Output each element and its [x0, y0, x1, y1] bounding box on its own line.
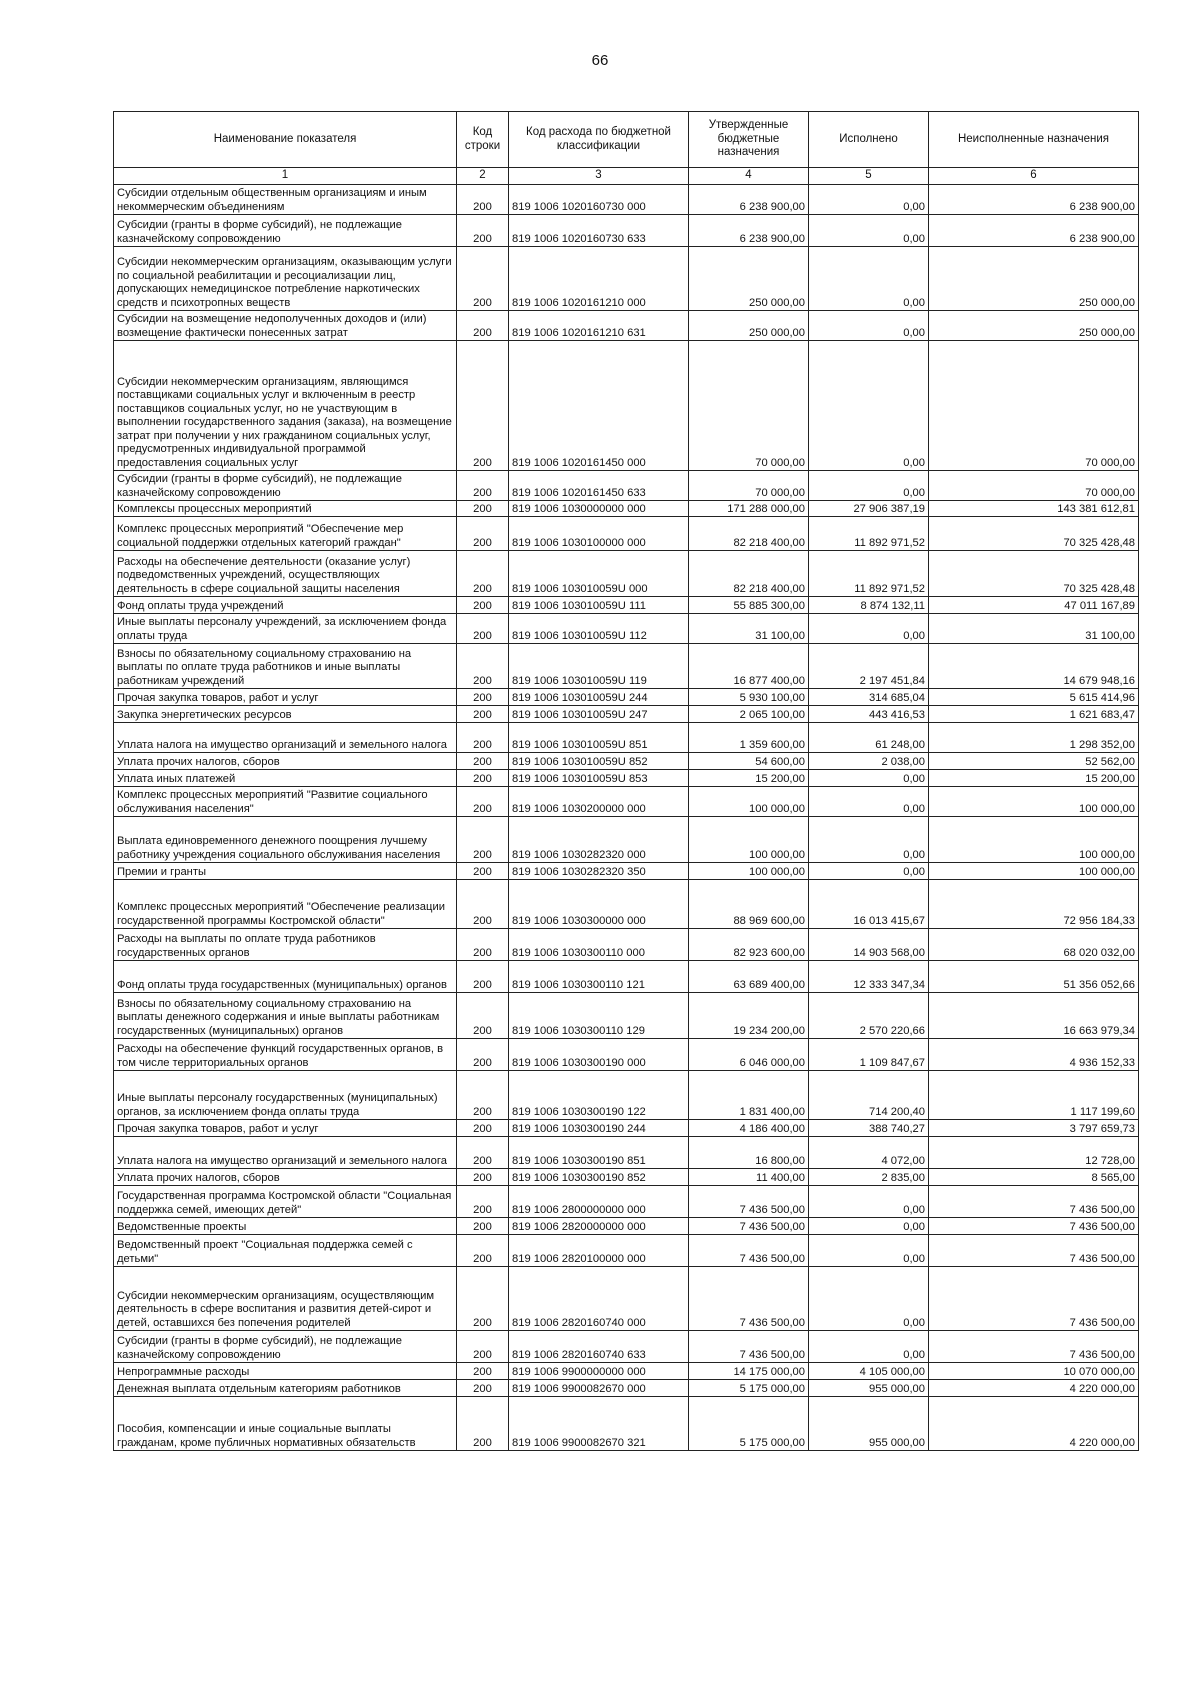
cell-name: Комплексы процессных мероприятий	[114, 501, 457, 517]
cell-budget-code: 819 1006 1030300190 851	[509, 1137, 689, 1169]
cell-name: Субсидии некоммерческим организациям, оказывающим услуги по социальной реабилитации и ресоциализации лиц, допускающих немедицинское потребление наркотических средств и психотропных веществ	[114, 247, 457, 311]
cell-line-code: 200	[457, 929, 509, 961]
cell-unexecuted: 4 220 000,00	[929, 1380, 1139, 1397]
table-row	[114, 863, 1139, 880]
cell-approved: 250 000,00	[689, 311, 809, 341]
cell-unexecuted: 7 436 500,00	[929, 1186, 1139, 1218]
cell-line-code: 200	[457, 644, 509, 689]
table-row	[114, 1331, 1139, 1363]
cell-name: Уплата налога на имущество организаций и земельного налога	[114, 1137, 457, 1169]
cell-executed: 0,00	[809, 1267, 929, 1331]
cell-line-code: 200	[457, 1039, 509, 1071]
cell-budget-code: 819 1006 1020161450 000	[509, 341, 689, 471]
cell-executed: 4 105 000,00	[809, 1363, 929, 1380]
cell-line-code: 200	[457, 1218, 509, 1235]
cell-budget-code: 819 1006 103010059U 247	[509, 706, 689, 723]
column-header-unexecuted: Неисполненные назначения	[929, 112, 1139, 168]
cell-name: Субсидии некоммерческим организациям, осуществляющим деятельность в сфере воспитания и развития детей-сирот и детей, оставшихся без попечения родителей	[114, 1267, 457, 1331]
cell-executed: 11 892 971,52	[809, 551, 929, 597]
cell-approved: 5 175 000,00	[689, 1397, 809, 1451]
cell-approved: 171 288 000,00	[689, 501, 809, 517]
cell-line-code: 200	[457, 551, 509, 597]
cell-budget-code: 819 1006 103010059U 851	[509, 723, 689, 753]
cell-approved: 55 885 300,00	[689, 597, 809, 614]
cell-executed: 14 903 568,00	[809, 929, 929, 961]
cell-line-code: 200	[457, 753, 509, 770]
cell-line-code: 200	[457, 863, 509, 880]
cell-budget-code: 819 1006 1030100000 000	[509, 517, 689, 551]
cell-approved: 100 000,00	[689, 817, 809, 863]
cell-line-code: 200	[457, 993, 509, 1039]
cell-budget-code: 819 1006 9900082670 000	[509, 1380, 689, 1397]
cell-name: Прочая закупка товаров, работ и услуг	[114, 689, 457, 706]
cell-executed: 0,00	[809, 471, 929, 501]
cell-unexecuted: 52 562,00	[929, 753, 1139, 770]
cell-budget-code: 819 1006 9900082670 321	[509, 1397, 689, 1451]
cell-unexecuted: 14 679 948,16	[929, 644, 1139, 689]
cell-approved: 4 186 400,00	[689, 1120, 809, 1137]
table-row	[114, 1120, 1139, 1137]
cell-line-code: 200	[457, 1071, 509, 1120]
cell-name: Уплата иных платежей	[114, 770, 457, 787]
cell-name: Прочая закупка товаров, работ и услуг	[114, 1120, 457, 1137]
cell-approved: 6 046 000,00	[689, 1039, 809, 1071]
cell-line-code: 200	[457, 215, 509, 247]
cell-name: Ведомственный проект "Социальная поддержка семей с детьми"	[114, 1235, 457, 1267]
cell-budget-code: 819 1006 1030300190 852	[509, 1169, 689, 1186]
cell-line-code: 200	[457, 817, 509, 863]
cell-unexecuted: 16 663 979,34	[929, 993, 1139, 1039]
cell-unexecuted: 6 238 900,00	[929, 185, 1139, 215]
cell-approved: 100 000,00	[689, 863, 809, 880]
table-row	[114, 1363, 1139, 1380]
budget-execution-table	[113, 111, 1139, 1451]
cell-approved: 7 436 500,00	[689, 1218, 809, 1235]
cell-budget-code: 819 1006 103010059U 112	[509, 614, 689, 644]
cell-budget-code: 819 1006 1020160730 000	[509, 185, 689, 215]
cell-unexecuted: 143 381 612,81	[929, 501, 1139, 517]
table-row	[114, 1169, 1139, 1186]
cell-approved: 7 436 500,00	[689, 1331, 809, 1363]
cell-budget-code: 819 1006 2820160740 000	[509, 1267, 689, 1331]
cell-budget-code: 819 1006 1030300190 244	[509, 1120, 689, 1137]
cell-name: Фонд оплаты труда учреждений	[114, 597, 457, 614]
cell-approved: 7 436 500,00	[689, 1186, 809, 1218]
column-number: 1	[114, 168, 457, 185]
cell-name: Субсидии отдельным общественным организациям и иным некоммерческим объединениям	[114, 185, 457, 215]
cell-executed: 0,00	[809, 311, 929, 341]
cell-name: Непрограммные расходы	[114, 1363, 457, 1380]
cell-unexecuted: 3 797 659,73	[929, 1120, 1139, 1137]
table-row	[114, 1137, 1139, 1169]
table-row	[114, 501, 1139, 517]
cell-name: Иные выплаты персоналу государственных (муниципальных) органов, за исключением фонда оплаты труда	[114, 1071, 457, 1120]
cell-executed: 0,00	[809, 817, 929, 863]
cell-unexecuted: 7 436 500,00	[929, 1218, 1139, 1235]
table-row	[114, 723, 1139, 753]
cell-name: Субсидии (гранты в форме субсидий), не подлежащие казначейскому сопровождению	[114, 471, 457, 501]
cell-approved: 70 000,00	[689, 341, 809, 471]
cell-unexecuted: 100 000,00	[929, 787, 1139, 817]
cell-unexecuted: 4 936 152,33	[929, 1039, 1139, 1071]
cell-unexecuted: 5 615 414,96	[929, 689, 1139, 706]
cell-budget-code: 819 1006 2800000000 000	[509, 1186, 689, 1218]
cell-unexecuted: 4 220 000,00	[929, 1397, 1139, 1451]
cell-budget-code: 819 1006 1020161210 631	[509, 311, 689, 341]
cell-name: Взносы по обязательному социальному страхованию на выплаты по оплате труда работников и иные выплаты работникам учреждений	[114, 644, 457, 689]
cell-line-code: 200	[457, 185, 509, 215]
table-row	[114, 215, 1139, 247]
cell-name: Пособия, компенсации и иные социальные выплаты гражданам, кроме публичных нормативных обязательств	[114, 1397, 457, 1451]
cell-executed: 11 892 971,52	[809, 517, 929, 551]
cell-budget-code: 819 1006 2820100000 000	[509, 1235, 689, 1267]
table-row	[114, 1071, 1139, 1120]
table-row	[114, 1397, 1139, 1451]
cell-executed: 0,00	[809, 247, 929, 311]
cell-approved: 250 000,00	[689, 247, 809, 311]
cell-approved: 82 923 600,00	[689, 929, 809, 961]
cell-line-code: 200	[457, 770, 509, 787]
table-header-row	[114, 112, 1139, 168]
table-row	[114, 770, 1139, 787]
cell-budget-code: 819 1006 1030300190 000	[509, 1039, 689, 1071]
cell-budget-code: 819 1006 2820000000 000	[509, 1218, 689, 1235]
cell-executed: 61 248,00	[809, 723, 929, 753]
cell-budget-code: 819 1006 1020160730 633	[509, 215, 689, 247]
cell-unexecuted: 68 020 032,00	[929, 929, 1139, 961]
cell-name: Фонд оплаты труда государственных (муниципальных) органов	[114, 961, 457, 993]
column-number: 6	[929, 168, 1139, 185]
cell-budget-code: 819 1006 1020161210 000	[509, 247, 689, 311]
cell-approved: 2 065 100,00	[689, 706, 809, 723]
cell-line-code: 200	[457, 723, 509, 753]
cell-approved: 16 800,00	[689, 1137, 809, 1169]
cell-line-code: 200	[457, 1363, 509, 1380]
cell-budget-code: 819 1006 103010059U 111	[509, 597, 689, 614]
cell-line-code: 200	[457, 517, 509, 551]
column-header-name: Наименование показателя	[114, 112, 457, 168]
table-row	[114, 517, 1139, 551]
cell-executed: 388 740,27	[809, 1120, 929, 1137]
cell-line-code: 200	[457, 1137, 509, 1169]
cell-name: Комплекс процессных мероприятий "Обеспечение мер социальной поддержки отдельных категорий граждан"	[114, 517, 457, 551]
cell-line-code: 200	[457, 501, 509, 517]
cell-line-code: 200	[457, 597, 509, 614]
cell-executed: 1 109 847,67	[809, 1039, 929, 1071]
cell-unexecuted: 70 000,00	[929, 341, 1139, 471]
cell-executed: 0,00	[809, 1186, 929, 1218]
cell-approved: 7 436 500,00	[689, 1267, 809, 1331]
cell-unexecuted: 31 100,00	[929, 614, 1139, 644]
table-row	[114, 597, 1139, 614]
cell-executed: 12 333 347,34	[809, 961, 929, 993]
cell-name: Закупка энергетических ресурсов	[114, 706, 457, 723]
table-row	[114, 644, 1139, 689]
cell-name: Субсидии некоммерческим организациям, являющимся поставщиками социальных услуг и включенным в реестр поставщиков социальных услуг, но не участвующим в выполнении государственного задания (заказа), на возмещение затрат при получении у них гражданином социальных услуг, предусмотренных индивидуальной программой предоставления социальных услуг	[114, 341, 457, 471]
cell-budget-code: 819 1006 1030300190 122	[509, 1071, 689, 1120]
cell-executed: 2 197 451,84	[809, 644, 929, 689]
cell-unexecuted: 6 238 900,00	[929, 215, 1139, 247]
cell-line-code: 200	[457, 1235, 509, 1267]
column-number: 5	[809, 168, 929, 185]
cell-approved: 100 000,00	[689, 787, 809, 817]
cell-name: Субсидии (гранты в форме субсидий), не подлежащие казначейскому сопровождению	[114, 1331, 457, 1363]
cell-executed: 0,00	[809, 614, 929, 644]
cell-line-code: 200	[457, 1397, 509, 1451]
table-row	[114, 753, 1139, 770]
page-number: 66	[591, 52, 609, 69]
cell-approved: 88 969 600,00	[689, 880, 809, 929]
cell-name: Уплата прочих налогов, сборов	[114, 753, 457, 770]
table-row	[114, 1380, 1139, 1397]
cell-approved: 5 175 000,00	[689, 1380, 809, 1397]
cell-executed: 443 416,53	[809, 706, 929, 723]
cell-name: Денежная выплата отдельным категориям работников	[114, 1380, 457, 1397]
table-row	[114, 787, 1139, 817]
column-header-approved: Утвержденные бюджетные назначения	[689, 112, 809, 168]
cell-unexecuted: 72 956 184,33	[929, 880, 1139, 929]
cell-line-code: 200	[457, 1267, 509, 1331]
cell-approved: 1 359 600,00	[689, 723, 809, 753]
cell-unexecuted: 10 070 000,00	[929, 1363, 1139, 1380]
cell-budget-code: 819 1006 1030300110 121	[509, 961, 689, 993]
cell-approved: 6 238 900,00	[689, 215, 809, 247]
cell-unexecuted: 7 436 500,00	[929, 1331, 1139, 1363]
cell-approved: 1 831 400,00	[689, 1071, 809, 1120]
cell-name: Ведомственные проекты	[114, 1218, 457, 1235]
cell-approved: 11 400,00	[689, 1169, 809, 1186]
cell-line-code: 200	[457, 706, 509, 723]
cell-budget-code: 819 1006 1030282320 000	[509, 817, 689, 863]
table-row	[114, 880, 1139, 929]
cell-unexecuted: 47 011 167,89	[929, 597, 1139, 614]
cell-executed: 314 685,04	[809, 689, 929, 706]
cell-budget-code: 819 1006 1030200000 000	[509, 787, 689, 817]
cell-executed: 955 000,00	[809, 1380, 929, 1397]
cell-name: Субсидии на возмещение недополученных доходов и (или) возмещение фактически понесенных затрат	[114, 311, 457, 341]
cell-budget-code: 819 1006 1030282320 350	[509, 863, 689, 880]
cell-budget-code: 819 1006 103010059U 852	[509, 753, 689, 770]
table-row	[114, 689, 1139, 706]
table-row	[114, 1267, 1139, 1331]
table-row	[114, 817, 1139, 863]
cell-unexecuted: 7 436 500,00	[929, 1235, 1139, 1267]
cell-line-code: 200	[457, 1169, 509, 1186]
cell-budget-code: 819 1006 9900000000 000	[509, 1363, 689, 1380]
column-number-row	[114, 168, 1139, 185]
table-row	[114, 706, 1139, 723]
cell-line-code: 200	[457, 787, 509, 817]
table-row	[114, 247, 1139, 311]
cell-line-code: 200	[457, 247, 509, 311]
table-body	[114, 185, 1139, 1451]
cell-name: Уплата налога на имущество организаций и земельного налога	[114, 723, 457, 753]
cell-executed: 0,00	[809, 770, 929, 787]
cell-approved: 15 200,00	[689, 770, 809, 787]
table-row	[114, 311, 1139, 341]
cell-line-code: 200	[457, 1120, 509, 1137]
cell-name: Расходы на обеспечение функций государственных органов, в том числе территориальных органов	[114, 1039, 457, 1071]
table-row	[114, 341, 1139, 471]
cell-name: Расходы на выплаты по оплате труда работников государственных органов	[114, 929, 457, 961]
cell-budget-code: 819 1006 1030300110 000	[509, 929, 689, 961]
table-row	[114, 471, 1139, 501]
cell-approved: 63 689 400,00	[689, 961, 809, 993]
cell-unexecuted: 100 000,00	[929, 863, 1139, 880]
cell-executed: 0,00	[809, 215, 929, 247]
cell-budget-code: 819 1006 1030300000 000	[509, 880, 689, 929]
cell-executed: 4 072,00	[809, 1137, 929, 1169]
cell-budget-code: 819 1006 1030300110 129	[509, 993, 689, 1039]
cell-approved: 82 218 400,00	[689, 551, 809, 597]
cell-executed: 2 835,00	[809, 1169, 929, 1186]
cell-budget-code: 819 1006 103010059U 853	[509, 770, 689, 787]
cell-line-code: 200	[457, 341, 509, 471]
cell-executed: 0,00	[809, 1235, 929, 1267]
cell-executed: 0,00	[809, 185, 929, 215]
cell-unexecuted: 8 565,00	[929, 1169, 1139, 1186]
cell-line-code: 200	[457, 689, 509, 706]
cell-approved: 5 930 100,00	[689, 689, 809, 706]
cell-executed: 2 038,00	[809, 753, 929, 770]
cell-approved: 70 000,00	[689, 471, 809, 501]
cell-name: Премии и гранты	[114, 863, 457, 880]
cell-approved: 54 600,00	[689, 753, 809, 770]
cell-name: Иные выплаты персоналу учреждений, за исключением фонда оплаты труда	[114, 614, 457, 644]
cell-name: Субсидии (гранты в форме субсидий), не подлежащие казначейскому сопровождению	[114, 215, 457, 247]
cell-executed: 0,00	[809, 341, 929, 471]
cell-budget-code: 819 1006 103010059U 244	[509, 689, 689, 706]
cell-executed: 8 874 132,11	[809, 597, 929, 614]
cell-approved: 19 234 200,00	[689, 993, 809, 1039]
cell-executed: 714 200,40	[809, 1071, 929, 1120]
cell-executed: 2 570 220,66	[809, 993, 929, 1039]
cell-budget-code: 819 1006 1020161450 633	[509, 471, 689, 501]
cell-unexecuted: 51 356 052,66	[929, 961, 1139, 993]
cell-budget-code: 819 1006 103010059U 000	[509, 551, 689, 597]
cell-name: Уплата прочих налогов, сборов	[114, 1169, 457, 1186]
cell-unexecuted: 15 200,00	[929, 770, 1139, 787]
cell-name: Расходы на обеспечение деятельности (оказание услуг) подведомственных учреждений, осуществляющих деятельность в сфере социальной защиты населения	[114, 551, 457, 597]
cell-line-code: 200	[457, 880, 509, 929]
cell-line-code: 200	[457, 614, 509, 644]
cell-unexecuted: 250 000,00	[929, 311, 1139, 341]
cell-line-code: 200	[457, 1380, 509, 1397]
cell-line-code: 200	[457, 1186, 509, 1218]
cell-approved: 16 877 400,00	[689, 644, 809, 689]
cell-executed: 955 000,00	[809, 1397, 929, 1451]
cell-name: Государственная программа Костромской области "Социальная поддержка семей, имеющих детей"	[114, 1186, 457, 1218]
cell-unexecuted: 1 117 199,60	[929, 1071, 1139, 1120]
table-row	[114, 993, 1139, 1039]
cell-unexecuted: 70 325 428,48	[929, 551, 1139, 597]
cell-name: Комплекс процессных мероприятий "Обеспечение реализации государственной программы Костромской области"	[114, 880, 457, 929]
cell-unexecuted: 1 298 352,00	[929, 723, 1139, 753]
cell-unexecuted: 70 325 428,48	[929, 517, 1139, 551]
table-row	[114, 1218, 1139, 1235]
cell-name: Комплекс процессных мероприятий "Развитие социального обслуживания населения"	[114, 787, 457, 817]
cell-unexecuted: 100 000,00	[929, 817, 1139, 863]
cell-approved: 14 175 000,00	[689, 1363, 809, 1380]
cell-unexecuted: 7 436 500,00	[929, 1267, 1139, 1331]
table-row	[114, 551, 1139, 597]
cell-executed: 27 906 387,19	[809, 501, 929, 517]
cell-executed: 0,00	[809, 1218, 929, 1235]
cell-unexecuted: 1 621 683,47	[929, 706, 1139, 723]
cell-unexecuted: 70 000,00	[929, 471, 1139, 501]
cell-executed: 16 013 415,67	[809, 880, 929, 929]
cell-line-code: 200	[457, 471, 509, 501]
column-header-executed: Исполнено	[809, 112, 929, 168]
cell-executed: 0,00	[809, 863, 929, 880]
cell-unexecuted: 250 000,00	[929, 247, 1139, 311]
table-row	[114, 614, 1139, 644]
cell-approved: 7 436 500,00	[689, 1235, 809, 1267]
table-row	[114, 961, 1139, 993]
cell-name: Выплата единовременного денежного поощрения лучшему работнику учреждения социального обслуживания населения	[114, 817, 457, 863]
cell-executed: 0,00	[809, 1331, 929, 1363]
column-header-code: Код строки	[457, 112, 509, 168]
table-row	[114, 1039, 1139, 1071]
cell-budget-code: 819 1006 103010059U 119	[509, 644, 689, 689]
cell-budget-code: 819 1006 2820160740 633	[509, 1331, 689, 1363]
cell-budget-code: 819 1006 1030000000 000	[509, 501, 689, 517]
cell-line-code: 200	[457, 311, 509, 341]
cell-name: Взносы по обязательному социальному страхованию на выплаты денежного содержания и иные выплаты работникам государственных (муниципальных) органов	[114, 993, 457, 1039]
table-row	[114, 929, 1139, 961]
cell-approved: 6 238 900,00	[689, 185, 809, 215]
column-number: 3	[509, 168, 689, 185]
cell-line-code: 200	[457, 1331, 509, 1363]
cell-executed: 0,00	[809, 787, 929, 817]
cell-line-code: 200	[457, 961, 509, 993]
table-row	[114, 185, 1139, 215]
table-row	[114, 1235, 1139, 1267]
cell-unexecuted: 12 728,00	[929, 1137, 1139, 1169]
cell-approved: 31 100,00	[689, 614, 809, 644]
cell-approved: 82 218 400,00	[689, 517, 809, 551]
column-header-kbk: Код расхода по бюджетной классификации	[509, 112, 689, 168]
table-row	[114, 1186, 1139, 1218]
column-number: 2	[457, 168, 509, 185]
column-number: 4	[689, 168, 809, 185]
